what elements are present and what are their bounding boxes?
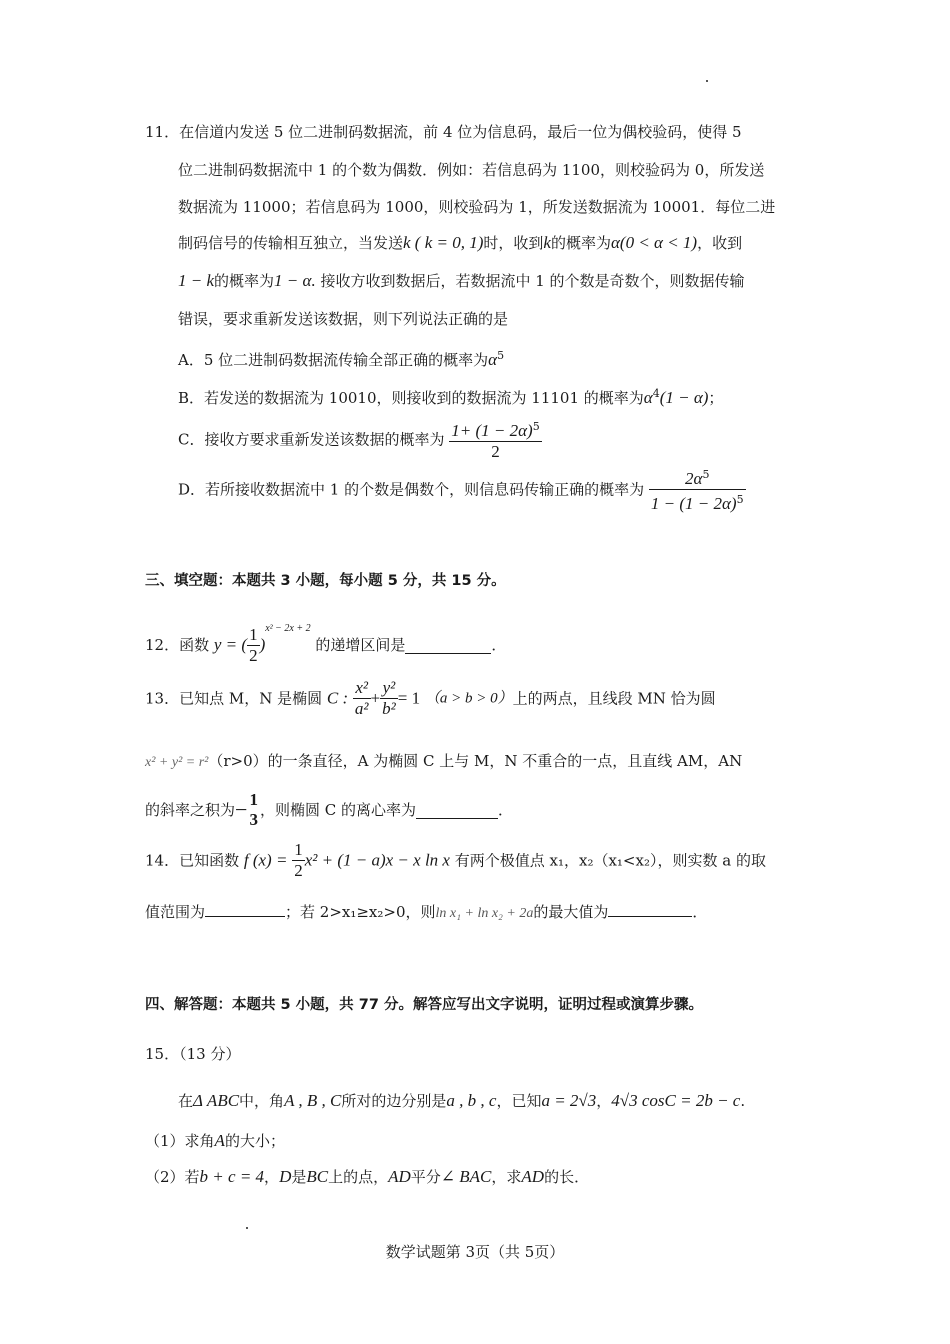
section-3-heading: 三、填空题：本题共 3 小题，每小题 5 分，共 15 分。 (145, 573, 506, 589)
q11-line-1: 11．在信道内发送 5 位二进制码数据流，前 4 位为信息码，最后一位为偶校验码，使得 5 (145, 123, 742, 141)
q11-option-a: A．5 位二进制码数据流传输全部正确的概率为$\alpha^5$ (178, 349, 505, 369)
page-footer: 数学试题第 3页（共 5页） (385, 1243, 565, 1261)
q15-part-2: （2）若b + c = 4，D是BC上的点，AD平分∠ BAC，求AD的长． (145, 1167, 590, 1186)
q14-line-2: 值范围为 ；若 2>x₁≥x₂>0，则ln x₁ + ln x₂ + 2a的最大值为 ． (145, 900, 707, 925)
q11-line-2: 位二进制码数据流中 1 的个数为偶数．例如：若信息码为 1100，则校验码为 0，所发送 (178, 161, 765, 179)
q11-option-c: C．接收方要求重新发送该数据的概率为 $\frac{1+ (1 - 2\alpha)^5}{2}$ (178, 417, 542, 462)
q15-part-1: （1）求角A的大小； (145, 1131, 285, 1150)
q13-fraction-x: $\frac{\text{x²}}{\text{a²}}$ (354, 678, 369, 718)
q14-max-blank[interactable] (608, 900, 692, 917)
q14-line-1: 14．已知函数 f (x) = $\frac{1}{2}$ x² + (1 − a)x − x ln x 有两个极值点 x₁，x₂（x₁<x₂），则实数 a 的取 (145, 840, 766, 880)
q11-option-d: D．若所接收数据流中 1 的个数是偶数个，则信息码传输正确的概率为 $\frac{2\alpha^5}{1 - (1 - 2\alpha)^5}$ (178, 465, 746, 514)
q11-line-3: 数据流为 11000；若信息码为 1000，则校验码为 1，所发送数据流为 10001．每位二进 (178, 198, 776, 216)
section-4-heading: 四、解答题：本题共 5 小题，共 77 分。解答应写出文字说明，证明过程或演算步骤。 (145, 997, 703, 1013)
option-c-fraction: $\frac{1+ (1 - 2\alpha)^5}{2}$ (449, 417, 541, 462)
q13-line-1: 13．已知点 M，N 是椭圆 C : $\frac{\text{x²}}{\text{a²}}$ + $\frac{\text{y²}}{\text{b²}}$ = 1 （a > b > 0）上的两点，且线段 MN 恰为圆 (145, 678, 716, 718)
q11-line-6: 错误，要求重新发送该数据，则下列说法正确的是 (178, 310, 509, 328)
q14-fraction: $\frac{1}{2}$ (294, 840, 303, 880)
q12-fraction: $\frac{1}{2}$ (249, 624, 258, 665)
q11-line-5: 1 − k的概率为1 − α. 接收方收到数据后，若数据流中 1 的个数是奇数个，则数据传输 (178, 271, 745, 290)
q13-line-2: x² + y² = r²（r>0）的一条直径，A 为椭圆 C 上与 M，N 不重合的一点，且直线 AM，AN (145, 752, 743, 770)
q13-slope-fraction: 1 3 (249, 790, 258, 829)
q15-heading: 15．（13 分） (145, 1045, 241, 1063)
scan-dot (706, 80, 708, 82)
q15-statement: 在Δ ABC中，角A , B , C所对的边分别是a , b , c，已知a = 2√3，4√3 cosC = 2b − c. (178, 1091, 746, 1110)
q11-option-b: B．若发送的数据流为 10010，则接收到的数据流为 11101 的概率为$\alpha^4(1 - \alpha)$； (178, 387, 724, 407)
q13-line-3: 的斜率之积为− 1 3 ，则椭圆 C 的离心率为 ． (145, 790, 513, 829)
option-d-fraction: $\frac{2\alpha^5}{1 - (1 - 2\alpha)^5}$ (649, 465, 746, 514)
q13-fraction-y: $\frac{\text{y²}}{\text{b²}}$ (382, 678, 396, 718)
q12: 12．函数 y = ( $\frac{1}{2}$ )$^{x^2 - 2x + 2}$ 的递增区间是 ． (145, 623, 507, 665)
q12-answer-blank[interactable] (405, 637, 491, 654)
q14-range-blank[interactable] (205, 900, 285, 917)
q11-line-4: 制码信号的传输相互独立，当发送k ( k = 0, 1)时，收到k的概率为α(0 < α < 1)，收到 (178, 233, 743, 252)
scan-dot (246, 1227, 248, 1229)
q13-answer-blank[interactable] (416, 802, 498, 819)
